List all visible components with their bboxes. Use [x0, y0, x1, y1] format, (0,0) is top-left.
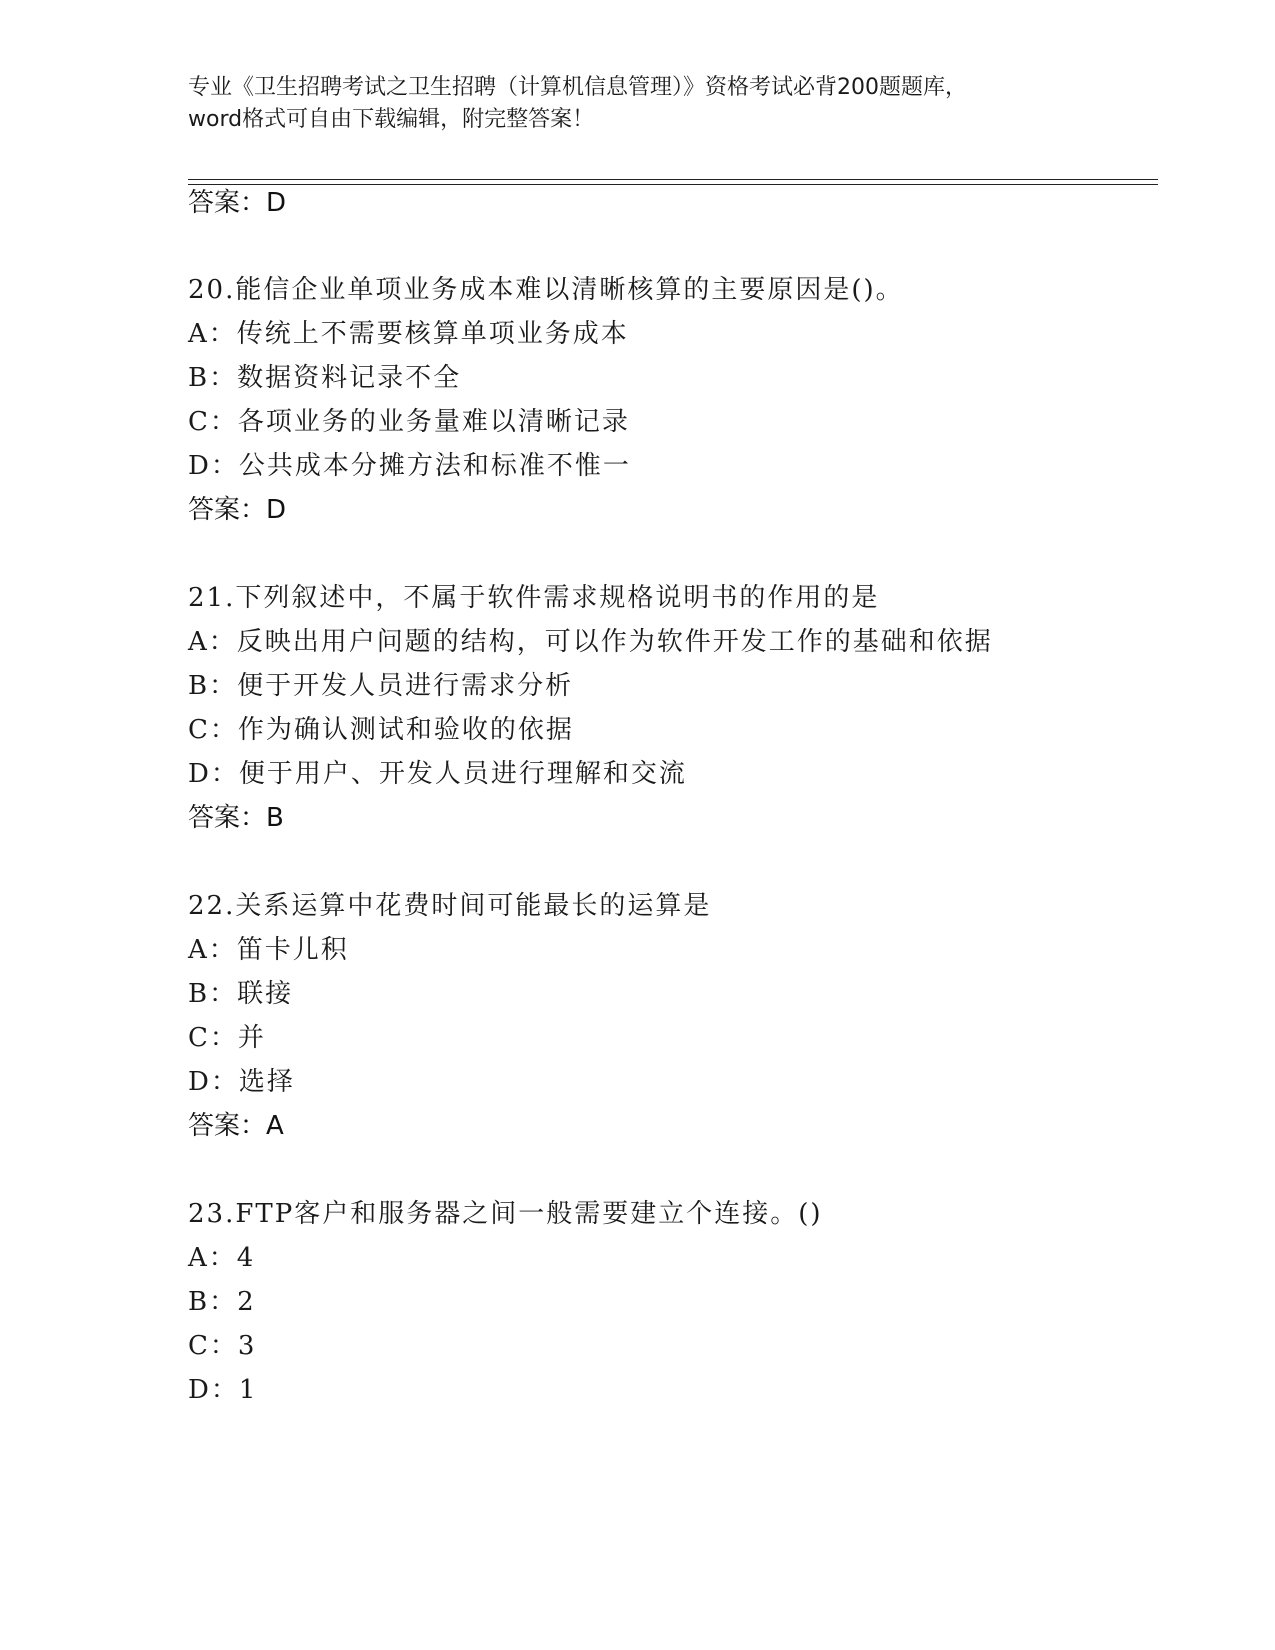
- header-line-1: 专业《卫生招聘考试之卫生招聘（计算机信息管理）》资格考试必背200题题库，: [188, 75, 967, 100]
- header-line-2: word格式可自由下载编辑，附完整答案！: [188, 107, 595, 132]
- question-23-option-b: B：2: [188, 1287, 256, 1317]
- question-23-stem: 23.FTP客户和服务器之间一般需要建立个连接。(): [188, 1199, 823, 1229]
- question-21-option-d: D：便于用户、开发人员进行理解和交流: [188, 759, 687, 789]
- answer-line: 答案：D: [188, 188, 287, 218]
- document-header: [188, 72, 1088, 136]
- question-21-option-b: B：便于开发人员进行需求分析: [188, 671, 574, 701]
- question-22-answer: 答案：A: [188, 1111, 284, 1141]
- question-20-option-b: B：数据资料记录不全: [188, 363, 462, 393]
- question-20-option-d: D：公共成本分摊方法和标准不惟一: [188, 451, 631, 481]
- question-23-option-c: C：3: [188, 1331, 257, 1361]
- question-21-option-a: A：反映出用户问题的结构，可以作为软件开发工作的基础和依据: [188, 627, 993, 657]
- question-20-option-c: C：各项业务的业务量难以清晰记录: [188, 407, 630, 437]
- question-21-option-c: C：作为确认测试和验收的依据: [188, 715, 574, 745]
- question-22-option-b: B：联接: [188, 979, 294, 1009]
- question-20-answer: 答案：D: [188, 495, 287, 525]
- question-21-stem: 21.下列叙述中，不属于软件需求规格说明书的作用的是: [188, 583, 880, 613]
- question-20-stem: 20.能信企业单项业务成本难以清晰核算的主要原因是()。: [188, 275, 904, 305]
- question-22-stem: 22.关系运算中花费时间可能最长的运算是: [188, 891, 712, 921]
- question-23-option-d: D：1: [188, 1375, 258, 1405]
- question-21-answer: 答案：B: [188, 803, 284, 833]
- question-22-option-d: D：选择: [188, 1067, 295, 1097]
- question-23-option-a: A：4: [188, 1243, 256, 1273]
- header-divider: [188, 179, 1158, 180]
- header-divider-secondary: [188, 184, 1158, 185]
- question-20-option-a: A：传统上不需要核算单项业务成本: [188, 319, 629, 349]
- question-22-option-a: A：笛卡儿积: [188, 935, 349, 965]
- question-22-option-c: C：并: [188, 1023, 266, 1053]
